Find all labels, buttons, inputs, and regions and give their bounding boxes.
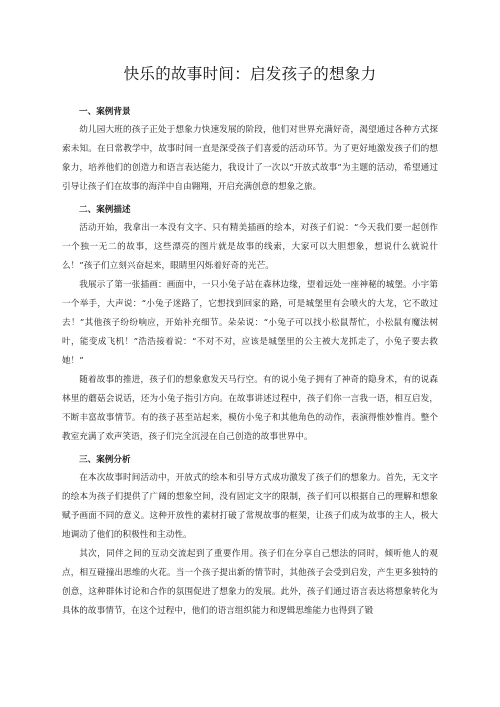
section-analysis: [62, 452, 438, 621]
section-heading: 三、案例分析: [79, 455, 131, 465]
paragraph: 随着故事的推进，孩子们的想象愈发天马行空。有的说小兔子拥有了神奇的隐身术，有的说森林里的蘑菇会说话，还为小兔子指引方向。在故事讲述过程中，孩子们你一言我一语，相互启发，不断丰富故事情节。有的孩子甚至站起来，模仿小兔子和其他角色的动作，表演得惟妙惟肖。整个教室充满了欢声笑语，孩子们完全沉浸在自己创造的故事世界中。: [62, 375, 438, 442]
section-description: [62, 202, 438, 447]
paragraph: 在本次故事时间活动中，开放式的绘本和引导方式成功激发了孩子们的想象力。首先，无文字的绘本为孩子们提供了广阔的想象空间，没有固定文字的限制，孩子们可以根据自己的理解和想象赋予画面不同的意义。这种开放性的素材打破了常规故事的框架，让孩子们成为故事的主人，极大地调动了他们的积极性和主动性。: [62, 473, 438, 540]
section-background: [62, 104, 438, 197]
paragraph: 活动开始，我拿出一本没有文字、只有精美插画的绘本，对孩子们说：“今天我们要一起创作一个独一无二的故事，这些漂亮的图片就是故事的线索，大家可以大胆想象，想说什么就说什么！”孩子们立刻兴奋起来，眼睛里闪烁着好奇的光芒。: [62, 223, 438, 271]
paragraph: 其次，同伴之间的互动交流起到了重要作用。孩子们在分享自己想法的同时，倾听他人的观点，相互碰撞出思维的火花。当一个孩子提出新的情节时，其他孩子会受到启发，产生更多独特的创意，这种群体讨论和合作的氛围促进了想象力的发展。此外，孩子们通过语言表达将想象转化为具体的故事情节，在这个过程中，他们的语言组织能力和逻辑思维能力也得到了锻: [62, 549, 438, 616]
section-heading: 一、案例背景: [79, 107, 131, 117]
paragraph: 我展示了第一张插画：画面中，一只小兔子站在森林边缘，望着远处一座神秘的城堡。小宇第一个举手，大声说：“小兔子迷路了，它想找到回家的路，可是城堡里有会喷火的大龙，它不敢过去！”其他孩子纷纷响应，开始补充细节。朵朵说：“小兔子可以找小松鼠帮忙，小松鼠有魔法树叶，能变成飞机！”浩浩接着说：“不对不对，应该是城堡里的公主被大龙抓走了，小兔子要去救她！”: [62, 280, 438, 366]
document-title: 快乐的故事时间：启发孩子的想象力: [123, 65, 377, 83]
paragraph: 幼儿园大班的孩子正处于想象力快速发展的阶段，他们对世界充满好奇，渴望通过各种方式探索未知。在日常教学中，故事时间一直是深受孩子们喜爱的活动环节。为了更好地激发孩子们的想象力，培养他们的创造力和语言表达能力，我设计了一次以“开放式故事”为主题的活动，希望通过引导让孩子们在故事的海洋中自由翱翔，开启充满创意的想象之旅。: [62, 125, 438, 192]
section-heading: 二、案例描述: [79, 205, 131, 215]
